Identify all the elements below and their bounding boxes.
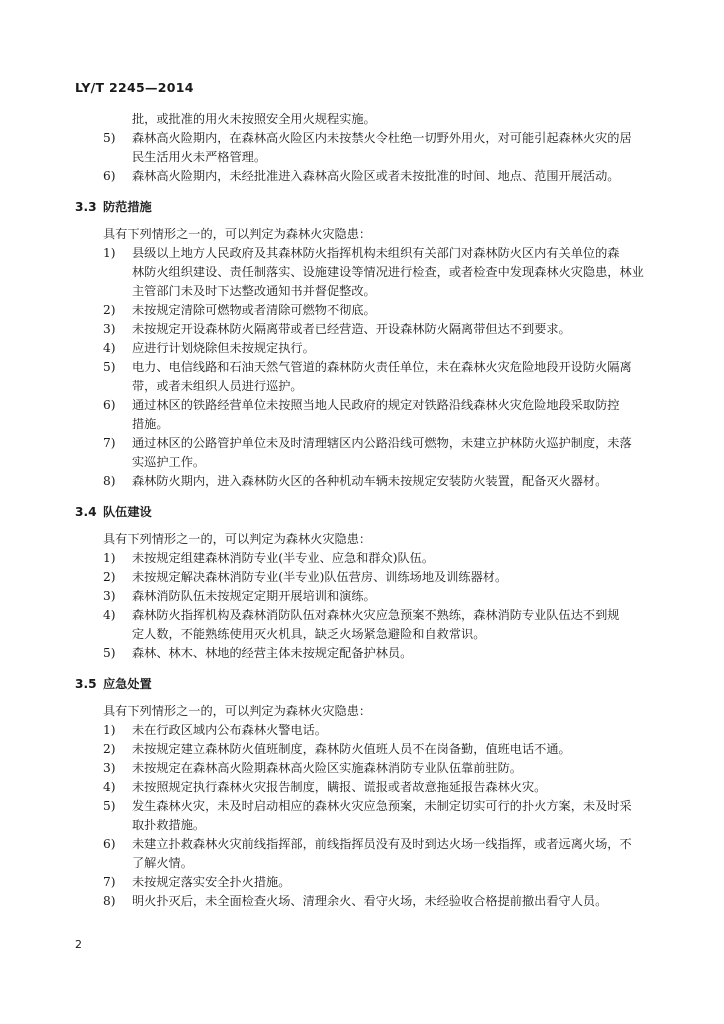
list-item: 4) 森林防火指挥机构及森林消防队伍对森林火灾应急预案不熟练，森林消防专业队伍达不到规 xyxy=(103,608,620,622)
document-body xyxy=(75,110,695,911)
list-item: 2) 未按规定建立森林防火值班制度，森林防火值班人员不在岗备勤，值班电话不通。 xyxy=(103,742,571,756)
list-item: 7) 未按规定落实安全扑火措施。 xyxy=(103,875,291,889)
list-item-continuation: 措施。 xyxy=(132,417,169,431)
list-item: 2) 未按规定清除可燃物或者清除可燃物不彻底。 xyxy=(103,303,376,317)
list-item: 3) 未按规定开设森林防火隔离带或者已经营造、开设森林防火隔离带但达不到要求。 xyxy=(103,322,571,336)
list-item: 3) 未按规定在森林高火险期森林高火险区实施森林消防专业队伍靠前驻防。 xyxy=(103,761,522,775)
list-item: 2) 未按规定解决森林消防专业(半专业)队伍营房、训练场地及训练器材。 xyxy=(103,570,508,584)
page-number: 2 xyxy=(75,938,82,951)
list-item-continuation: 了解火情。 xyxy=(132,856,193,870)
list-item: 1) 县级以上地方人民政府及其森林防火指挥机构未组织有关部门对森林防火区内有关单位的森 xyxy=(103,246,620,260)
list-item: 6) 通过林区的铁路经营单位未按照当地人民政府的规定对铁路沿线森林火灾危险地段采取防控 xyxy=(103,398,620,412)
section-heading-3-5: 3.5 应急处置 xyxy=(75,677,152,691)
list-item-continuation: 带，或者未组织人员进行巡护。 xyxy=(132,379,303,393)
section-heading-3-4: 3.4 队伍建设 xyxy=(75,505,152,519)
list-item: 4) 应进行计划烧除但未按规定执行。 xyxy=(103,341,315,355)
list-item: 1) 未按规定组建森林消防专业(半专业、应急和群众)队伍。 xyxy=(103,551,435,565)
list-item: 6) 未建立扑救森林火灾前线指挥部，前线指挥员没有及时到达火场一线指挥，或者远离火场，不 xyxy=(103,837,632,851)
list-item: 5) 电力、电信线路和石油天然气管道的森林防火责任单位，未在森林火灾危险地段开设防火隔离 xyxy=(103,360,632,374)
list-item: 4) 未按照规定执行森林火灾报告制度，瞒报、谎报或者故意拖延报告森林火灾。 xyxy=(103,780,547,794)
list-item: 5) 森林、林木、林地的经营主体未按规定配备护林员。 xyxy=(103,646,413,660)
section-intro: 具有下列情形之一的，可以判定为森林火灾隐患： xyxy=(103,532,372,546)
list-item: 3) 森林消防队伍未按规定定期开展培训和演练。 xyxy=(103,589,376,603)
list-item-continuation: 林防火组织建设、责任制落实、设施建设等情况进行检查，或者检查中发现森林火灾隐患，林业 xyxy=(132,265,644,279)
continued-line: 批，或批准的用火未按照安全用火规程实施。 xyxy=(132,112,376,126)
list-item: 6) 森林高火险期内，未经批准进入森林高火险区或者未按批准的时间、地点、范围开展活动。 xyxy=(103,169,620,183)
section-heading-3-3: 3.3 防范措施 xyxy=(75,200,152,214)
document-code-header: LY/T 2245—2014 xyxy=(75,80,194,95)
list-item: 1) 未在行政区域内公布森林火警电话。 xyxy=(103,723,327,737)
list-item: 5) 森林高火险期内，在森林高火险区内未按禁火令杜绝一切野外用火，对可能引起森林火灾的居 xyxy=(103,131,632,145)
list-item: 5) 发生森林火灾，未及时启动相应的森林火灾应急预案，未制定切实可行的扑火方案，未及时采 xyxy=(103,799,632,813)
section-intro: 具有下列情形之一的，可以判定为森林火灾隐患： xyxy=(103,227,372,241)
list-item: 8) 明火扑灭后，未全面检查火场、清理余火、看守火场，未经验收合格提前撤出看守人员。 xyxy=(103,894,608,908)
list-item-continuation: 定人数，不能熟练使用灭火机具，缺乏火场紧急避险和自救常识。 xyxy=(132,627,486,641)
list-item-continuation: 实巡护工作。 xyxy=(132,455,206,469)
section-intro: 具有下列情形之一的，可以判定为森林火灾隐患： xyxy=(103,704,372,718)
list-item-continuation: 主管部门未及时下达整改通知书并督促整改。 xyxy=(132,284,376,298)
list-item-continuation: 民生活用火未严格管理。 xyxy=(132,150,267,164)
list-item: 7) 通过林区的公路管护单位未及时清理辖区内公路沿线可燃物，未建立护林防火巡护制度，未落 xyxy=(103,436,632,450)
list-item: 8) 森林防火期内，进入森林防火区的各种机动车辆未按规定安装防火装置，配备灭火器材。 xyxy=(103,474,608,488)
list-item-continuation: 取扑救措施。 xyxy=(132,818,206,832)
